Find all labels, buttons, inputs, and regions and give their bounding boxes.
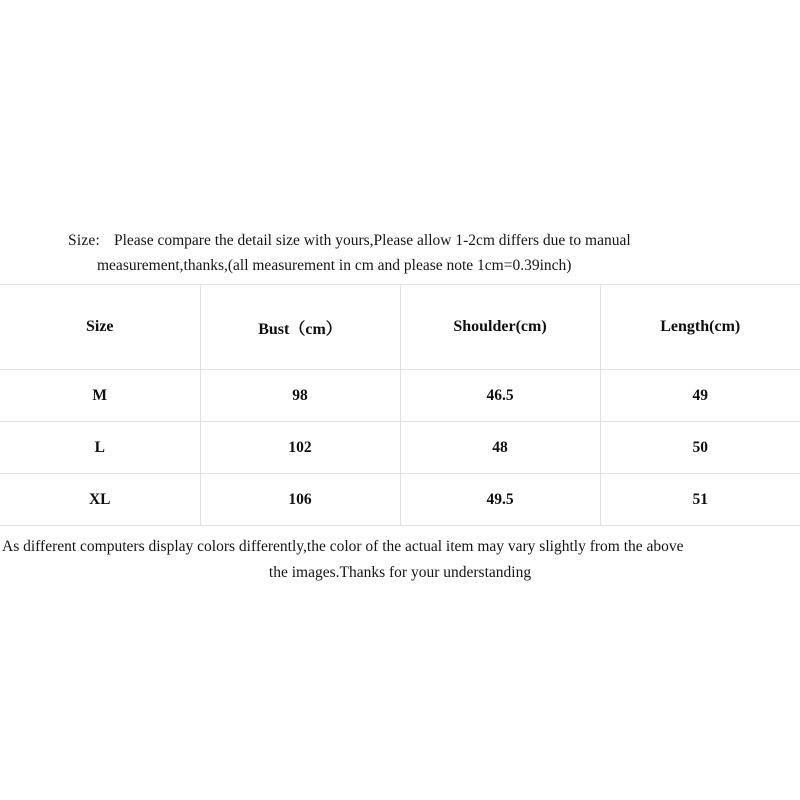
intro-label: Size:	[68, 232, 100, 249]
table-row	[0, 422, 800, 474]
cell-bust: 102	[200, 422, 400, 474]
size-chart-block	[0, 228, 800, 585]
cell-size: XL	[0, 474, 200, 526]
cell-shoulder: 49.5	[400, 474, 600, 526]
disclaimer-line-2: the images.Thanks for your understanding	[268, 563, 532, 581]
column-header-length: Length(cm)	[600, 285, 800, 370]
cell-bust: 98	[200, 370, 400, 422]
cell-shoulder: 46.5	[400, 370, 600, 422]
cell-length: 50	[600, 422, 800, 474]
cell-size: M	[0, 370, 200, 422]
table-header-row	[0, 285, 800, 370]
table-row	[0, 370, 800, 422]
column-header-bust: Bust（cm）	[200, 285, 400, 370]
cell-size: L	[0, 422, 200, 474]
disclaimer-text	[0, 534, 800, 585]
cell-length: 51	[600, 474, 800, 526]
cell-shoulder: 48	[400, 422, 600, 474]
cell-length: 49	[600, 370, 800, 422]
cell-bust: 106	[200, 474, 400, 526]
column-header-shoulder: Shoulder(cm)	[400, 285, 600, 370]
disclaimer-line-1: As different computers display colors differently,the color of the actual item may vary slightly from the above	[2, 538, 684, 556]
column-header-size: Size	[0, 285, 200, 370]
intro-text	[0, 228, 800, 284]
intro-line-1: Please compare the detail size with yours,Please allow 1-2cm differs due to manual	[114, 232, 631, 249]
size-table	[0, 284, 800, 526]
intro-line-2: measurement,thanks,(all measurement in cm and please note 1cm=0.39inch)	[97, 257, 572, 275]
table-row	[0, 474, 800, 526]
